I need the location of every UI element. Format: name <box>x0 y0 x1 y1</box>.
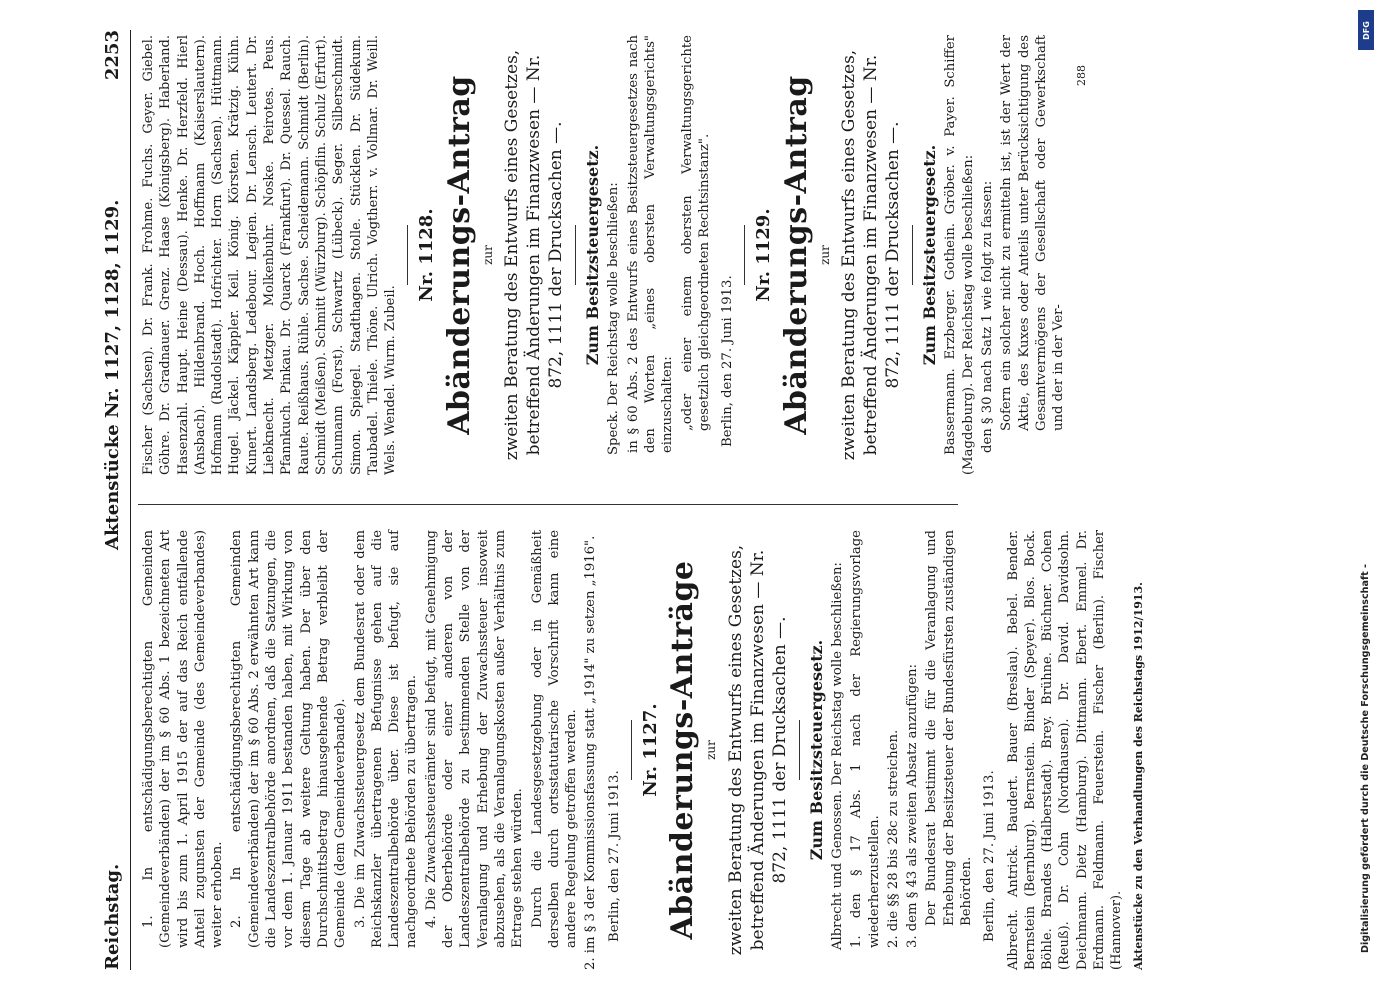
column-divider <box>138 504 958 505</box>
section-rule <box>744 225 745 285</box>
paragraph-4: 4. Die Zuwachssteuerämter sind befugt, mit Genehmigung der Oberbehörde oder einer anderen von der Landeszentralbehörde zu bestimmenden Stelle von der Veranlagung und Erhebung der Zuwachssteuer insoweit abzusehen, als die Veranlagungskosten außer Verhältnis zum Ertrage stehen würden. <box>423 530 526 948</box>
zur-1127: zur <box>704 740 719 760</box>
date-1128: Berlin, den 27. Juni 1913. <box>720 275 736 447</box>
purpose-1127: zweiten Beratung des Entwurfs eines Gesetzes, betreffend Änderungen im Finanzwesen — Nr. 872, 1111 der Drucksachen —. <box>725 544 790 956</box>
header-center: Aktenstücke Nr. 1127, 1128, 1129. <box>102 199 123 550</box>
signers-1127: Albrecht. Antrick. Baudert. Bauer (Breslau). Bebel. Bender. Bernstein (Bernburg). Bernstein. Binder (Speyer). Blos. Bock. Böhle. Brandes (Halberstadt). Brey. Brühne. Büchner. Cohen (Reuß). Dr. Cohn (Nordhausen). Dr. David. Davidsohn. Deichmann. Dietz (Hamburg). Dittmann. Ebert. Emmel. Dr. Erdmann. Feldmann. Feuerstein. Fischer (Berlin). Fischer (Hannover). <box>1005 530 1125 970</box>
section-rule <box>575 225 576 285</box>
purpose-1128: zweiten Beratung des Entwurfs eines Gesetzes, betreffend Änderungen im Finanzwesen — Nr. 872, 1111 der Drucksachen —. <box>502 49 567 461</box>
left-column <box>140 530 1147 970</box>
text-1129: den § 30 nach Satz 1 wie folgt zu fassen: <box>979 180 995 453</box>
right-column <box>140 35 1091 475</box>
law-1129: Zum Besitzsteuergesetz. <box>920 144 940 366</box>
purpose-1129: zweiten Beratung des Entwurfs eines Gesetzes, betreffend Änderungen im Finanzwesen — Nr. 872, 1111 der Drucksachen —. <box>839 49 904 461</box>
footnote: Aktenstücke zu den Verhandlungen des Reichstags 1912/1913. <box>1131 582 1145 970</box>
credit-text: Digitalisierung gefördert durch die Deutsche Forschungsgemeinschaft - <box>1360 563 1371 953</box>
section-rule <box>407 225 408 285</box>
item-1127-2: 2. die §§ 28 bis 28c zu streichen. <box>885 729 901 948</box>
mover-1127: Albrecht und Genossen. Der Reichstag wolle beschließen: <box>829 562 845 950</box>
zur-1129: zur <box>817 245 832 265</box>
paragraph-3: 3. Die im Zuwachssteuergesetz dem Bundesrat oder dem Reichskanzler übertragenen Befugnisse gehen auf die Landeszentralbehörde über. Diese ist befugt, sie auf nachgeordnete Behörden zu übertragen. <box>352 530 420 948</box>
digitization-credit <box>1357 8 1377 988</box>
paragraph-1: 1. In entschädigungsberechtigten Gemeinden (Gemeindeverbänden) der im § 60 Abs. 1 bezeichneten Art wird bis zum 1. April 1915 der auf das Reich entfallende Anteil zugunsten der Gemeinde (des Gemeindeverbandes) weiter erhoben. <box>141 530 226 948</box>
section-rule <box>631 720 632 780</box>
paragraph-5: Durch die Landesgesetzgebung oder in Gemäßheit derselben durch ortsstatutarische Vorschrift kann eine andere Regelung getroffen werden. <box>529 530 580 948</box>
dfg-logo: DFG <box>1358 10 1374 50</box>
date-1127: Berlin, den 27. Juni 1913. <box>982 770 998 942</box>
item-1127-1: 1. den § 17 Abs. 1 nach der Regierungsvorlage wiederherzustellen. <box>849 530 882 948</box>
section-rule <box>799 720 800 780</box>
mover-1129: Bassermann. Erzberger. Gothein. Gröber. v. Payer. Schiffer (Magdeburg). Der Reichstag wolle beschließen: <box>943 35 976 475</box>
zur-1128: zur <box>480 245 495 265</box>
text-1128: in § 60 Abs. 2 des Entwurfs eines Besitzsteuergesetzes nach den Worten „eines obersten Verwaltungsgerichts" einzuschalten: <box>625 35 676 453</box>
signers-1127-cont: Fischer (Sachsen). Dr. Frank. Frohme. Fuchs. Geyer. Giebel. Göhre. Dr. Gradnauer. Grenz. Haase (Königsberg). Haberland. Hasenzahl. Haupt. Heine (Dessau). Henke. Dr. Herzfeld. Hierl (Ansbach). Hildenbrand. Hoch. Hoffmann (Kaiserslautern). Hofmann (Rudolstadt). Hofrichter. Horn (Sachsen). Hüttmann. Hugel. Jäckel. Käppler. Keil. König. Körsten. Krätzig. Kühn. Kunert. Landsberg. Ledebour. Legien. Dr. Lensch. Leutert. Dr. Liebknecht. Metzger. Molkenbuhr. Noske. Peirotes. Peus. Pfannkuch. Pinkau. Dr. Quarck (Frankfurt). Dr. Quessel. Rauch. Raute. Reißhaus. Rühle. Sachse. Scheidemann. Schmidt (Berlin). Schmidt (Meißen). Schmitt (Würzburg). Schöpflin. Schulz (Erfurt). Schumann (Forst). Schwartz (Lübeck). Seger. Silberschmidt. Simon. Spiegel. Stadthagen. Stolle. Stücklen. Dr. Südekum. Taubadel. Thiele. Thöne. Ulrich. Vogtherr. v. Vollmar. Dr. Weill. Wels. Wendel. Wurm. Zubeil. <box>141 35 399 475</box>
item-2: 2. im § 3 der Kommissionsfassung statt „1914" zu setzen „1916". <box>583 535 599 970</box>
doc-number-1128: Nr. 1128. <box>416 208 438 302</box>
doc-number-1129: Nr. 1129. <box>753 208 775 302</box>
doc-title-1127: Abänderungs-Anträge <box>665 560 701 940</box>
page-header <box>100 30 131 970</box>
document-page <box>20 0 1320 1000</box>
signature-number: 288 <box>1075 65 1089 86</box>
doc-title-1129: Abänderungs-Antrag <box>778 75 814 435</box>
date-1: Berlin, den 27. Juni 1913. <box>606 770 622 942</box>
quote-1127: Der Bundesrat bestimmt die für die Veranlagung und Erhebung der Besitzsteuer der Bundesfürsten zuständigen Behörden. <box>924 530 974 926</box>
item-1127-3: 3. dem § 43 als zweiten Absatz anzufügen: <box>905 664 921 948</box>
law-1128: Zum Besitzsteuergesetz. <box>583 144 603 366</box>
section-rule <box>912 225 913 285</box>
doc-title-1128: Abänderungs-Antrag <box>441 75 477 435</box>
mover-1128: Speck. Der Reichstag wolle beschließen: <box>606 182 622 455</box>
quote-1128: „oder einer einem obersten Verwaltungsgerichte gesetzlich gleichgeordneten Rechtsinstanz". <box>679 35 712 431</box>
header-left: Reichstag. <box>102 863 123 970</box>
page-number: 2253 <box>102 30 123 81</box>
paragraph-2: 2. In entschädigungsberechtigten Gemeinden (Gemeindeverbänden) der im § 60 Abs. 2 erwähnten Art kann die Landeszentralbehörde anordnen, daß die Satzungen, die vor dem 1. Januar 1911 bestanden haben, mit Wirkung von diesem Tage ab weitere Geltung haben. Der über den Durchschnittsbetrag hinausgehende Betrag verbleibt der Gemeinde (dem Gemeindeverbande). <box>229 530 349 948</box>
quote-1129: Sofern ein solcher nicht zu ermitteln ist, ist der Wert der Aktie, des Kuxes oder Anteils unter Berücksichtigung des Gesamtvermögens der Gesellschaft oder Gewerkschaft und der in der Ver- <box>999 35 1067 431</box>
law-1127: Zum Besitzsteuergesetz. <box>806 639 826 861</box>
doc-number-1127: Nr. 1127. <box>640 703 662 797</box>
